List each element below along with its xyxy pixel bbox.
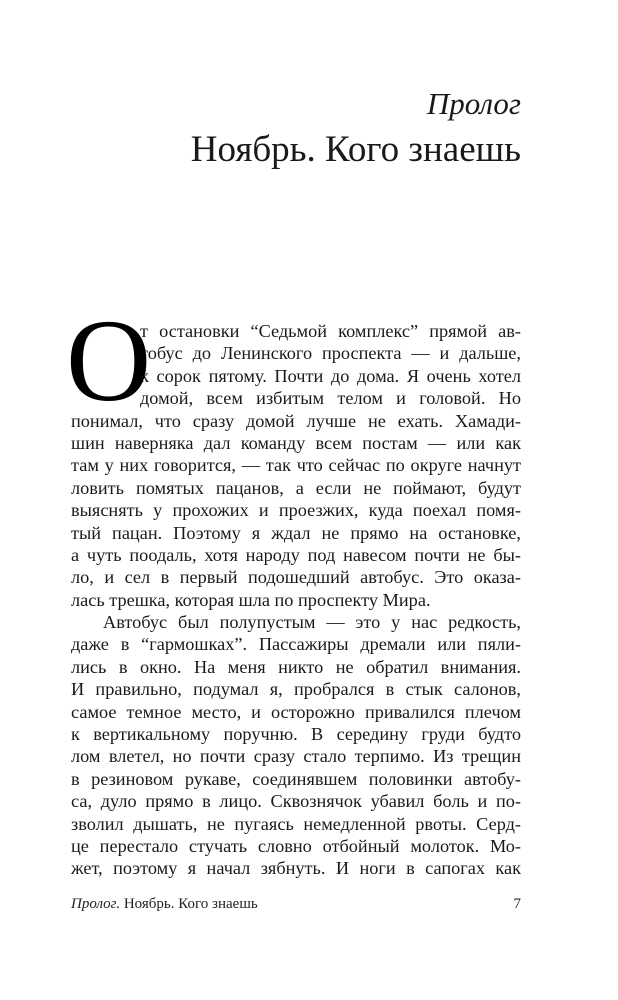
text-line: а чуть поодаль, хотя народу под навесом почти не бы- <box>71 544 521 565</box>
text-line: тый пацан. Поэтому я ждал не прямо на остановке, <box>71 522 521 543</box>
text-line: лась трешка, которая шла по проспекту Мира. <box>71 589 431 610</box>
text-line: там у них говорится, — так что сейчас по округе начнут <box>71 455 521 476</box>
text-line: самое темное место, и осторожно привалился плечом <box>71 701 521 722</box>
text-line: тобус до Ленинского проспекта — и дальше, <box>140 343 521 364</box>
body-text <box>66 295 521 880</box>
text-line: выяснять у прохожих и проезжих, куда поехал помя- <box>71 500 521 521</box>
text-line: И правильно, подумал я, пробрался в стык салонов, <box>71 679 521 700</box>
text-line: лом влетел, но почти сразу стало терпимо. Из трещин <box>71 746 521 767</box>
text-line: зволил дышать, не пугаясь немедленной рвоты. Серд- <box>71 813 521 834</box>
text-line: ло, и сел в первый подошедший автобус. Это оказа- <box>71 567 521 588</box>
footer-section: Пролог. <box>71 896 121 912</box>
chapter-title: Ноябрь. Кого знаешь <box>190 129 521 170</box>
text-line: в резиновом рукаве, соединявшем половинки автобу- <box>71 768 521 789</box>
running-footer <box>71 896 521 913</box>
text-line: к сорок пятому. Почти до дома. Я очень хотел <box>140 365 521 386</box>
footer-chapter: Ноябрь. Кого знаешь <box>123 896 258 912</box>
text-line: т остановки “Седьмой комплекс” прямой ав- <box>140 321 521 341</box>
page-number: 7 <box>513 896 521 912</box>
chapter-label: Пролог <box>426 86 521 121</box>
text-line: це перестало стучать словно отбойный молоток. Мо- <box>71 835 521 856</box>
text-line: жет, поэтому я начал зябнуть. И ноги в сапогах как <box>71 858 521 879</box>
text-line: Автобус был полупустым — это у нас редкость, <box>103 612 521 633</box>
text-line: ловить помятых пацанов, а если не поймают, будут <box>71 477 521 498</box>
text-line: к вертикальному поручню. В середину груди будто <box>71 724 521 745</box>
text-line: домой, всем избитым телом и головой. Но <box>140 388 521 409</box>
drop-cap: О <box>66 295 152 426</box>
text-line: са, дуло прямо в лицо. Сквознячок убавил боль и по- <box>71 791 521 812</box>
text-line: понимал, что сразу домой лучше не ехать. Хамади- <box>71 410 521 431</box>
text-line: даже в “гармошках”. Пассажиры дремали или пяли- <box>71 634 521 655</box>
footer-title <box>71 896 258 913</box>
text-line: шин наверняка дал команду всем постам — или как <box>71 432 521 453</box>
text-line: лись в окно. На меня никто не обратил внимания. <box>71 656 521 677</box>
